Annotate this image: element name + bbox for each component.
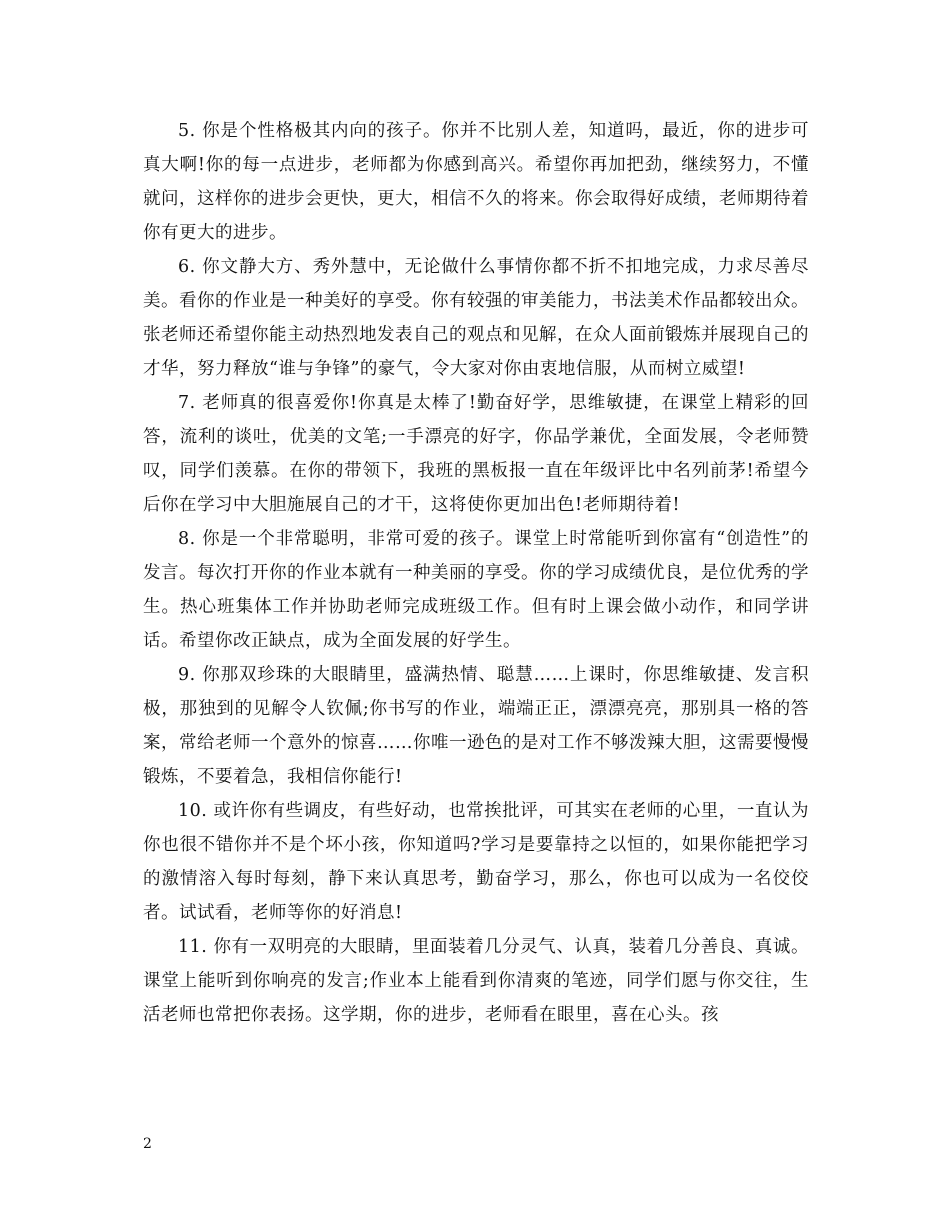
comment-paragraph-8: 8. 你是一个非常聪明，非常可爱的孩子。课堂上时常能听到你富有“创造性”的发言。每次打开你的作业本就有一种美丽的享受。你的学习成绩优良，是位优秀的学生。热心班集体工作并协助老师完成班级工作。但有时上课会做小动作，和同学讲话。希望你改正缺点，成为全面发展的好学生。 [143,529,809,651]
page-number: 2 [143,1136,152,1152]
document-body [143,114,809,1032]
comment-paragraph-6: 6. 你文静大方、秀外慧中，无论做什么事情你都不折不扣地完成，力求尽善尽美。看你的作业是一种美好的享受。你有较强的审美能力，书法美术作品都较出众。张老师还希望你能主动热烈地发表自己的观点和见解，在众人面前锻炼并展现自己的才华，努力释放“谁与争锋”的豪气，令大家对你由衷地信服，从而树立威望! [143,257,809,379]
comment-paragraph-10: 10. 或许你有些调皮，有些好动，也常挨批评，可其实在老师的心里，一直认为你也很不错你并不是个坏小孩，你知道吗?学习是要靠持之以恒的，如果你能把学习的激情溶入每时每刻，静下来认真思考，勤奋学习，那么，你也可以成为一名佼佼者。试试看，老师等你的好消息! [143,801,809,923]
comment-paragraph-9: 9. 你那双珍珠的大眼睛里，盛满热情、聪慧……上课时，你思维敏捷、发言积极，那独到的见解令人钦佩;你书写的作业，端端正正，漂漂亮亮，那别具一格的答案，常给老师一个意外的惊喜……你唯一逊色的是对工作不够泼辣大胆，这需要慢慢锻炼，不要着急，我相信你能行! [143,665,809,787]
comment-paragraph-5: 5. 你是个性格极其内向的孩子。你并不比别人差，知道吗，最近，你的进步可真大啊!你的每一点进步，老师都为你感到高兴。希望你再加把劲，继续努力，不懂就问，这样你的进步会更快，更大，相信不久的将来。你会取得好成绩，老师期待着你有更大的进步。 [143,121,809,243]
comment-paragraph-11: 11. 你有一双明亮的大眼睛，里面装着几分灵气、认真，装着几分善良、真诚。课堂上能听到你响亮的发言;作业本上能看到你清爽的笔迹，同学们愿与你交往，生活老师也常把你表扬。这学期，你的进步，老师看在眼里，喜在心头。孩 [143,937,809,1025]
comment-paragraph-7: 7. 老师真的很喜爱你!你真是太棒了!勤奋好学，思维敏捷，在课堂上精彩的回答，流利的谈吐，优美的文笔;一手漂亮的好字，你品学兼优，全面发展，令老师赞叹，同学们羡慕。在你的带领下，我班的黑板报一直在年级评比中名列前茅!希望今后你在学习中大胆施展自己的才干，这将使你更加出色!老师期待着! [143,393,809,515]
